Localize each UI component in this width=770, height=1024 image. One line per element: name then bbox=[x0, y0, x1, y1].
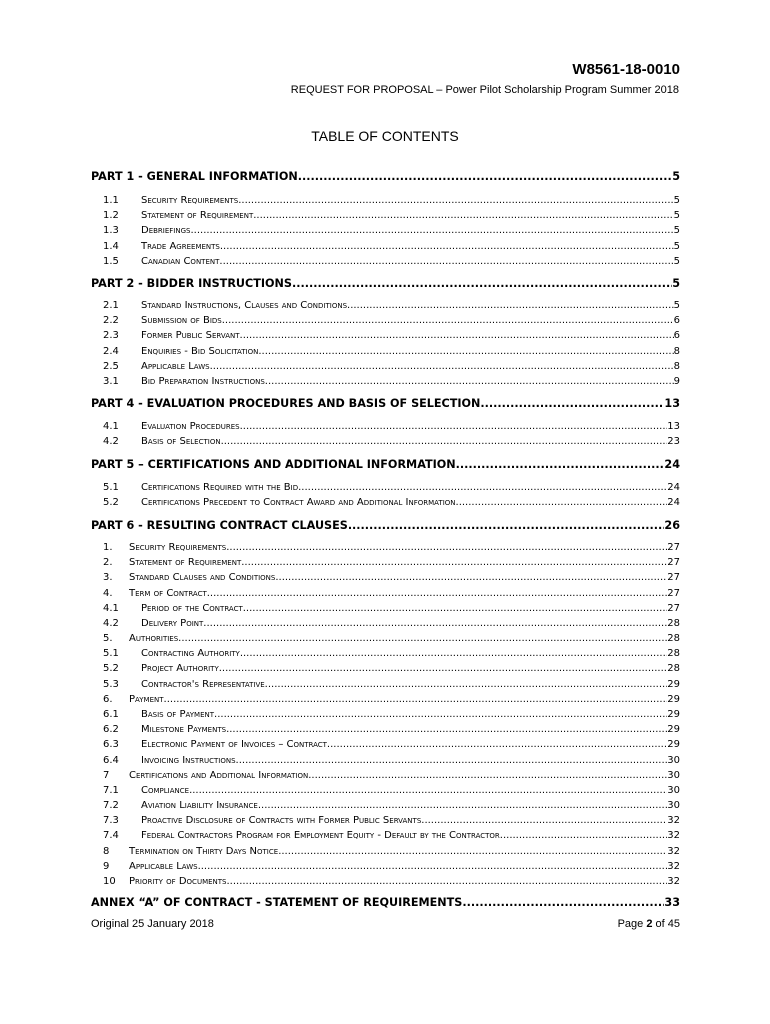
toc-entry[interactable] bbox=[103, 315, 680, 326]
toc-entry-title: Standard Instructions, Clauses and Conditions bbox=[141, 300, 348, 311]
toc-entry[interactable] bbox=[103, 800, 680, 811]
toc-entry-title: Basis of Selection bbox=[141, 436, 221, 448]
toc-entry-number: 7.2 bbox=[103, 800, 119, 812]
toc-entry-title: Submission of Bids bbox=[141, 315, 222, 327]
dot-leader bbox=[265, 679, 668, 690]
toc-entry-number: 4.1 bbox=[103, 602, 119, 614]
toc-part-heading[interactable] bbox=[91, 458, 680, 471]
toc-entry-title: Authorities bbox=[129, 633, 179, 645]
toc-page-number: 27 bbox=[667, 602, 680, 614]
toc-part-title: PART 4 - EVALUATION PROCEDURES AND BASIS OF SELECTION bbox=[91, 397, 481, 410]
toc-entry-number: 6.4 bbox=[103, 754, 119, 766]
toc-entry-title: Certifications and Additional Information bbox=[129, 769, 309, 781]
toc-entry-number: 1. bbox=[103, 542, 113, 553]
toc-entry[interactable] bbox=[103, 330, 680, 341]
dot-leader bbox=[214, 709, 667, 720]
toc-entry-title: Contracting Authority bbox=[141, 648, 240, 660]
toc-page-number: 5 bbox=[673, 225, 680, 237]
toc-page-number: 5 bbox=[673, 300, 680, 311]
toc-entry-number: 5.1 bbox=[103, 648, 119, 660]
dot-leader bbox=[258, 346, 673, 357]
toc-page-number: 27 bbox=[667, 572, 680, 584]
toc-entry[interactable] bbox=[103, 663, 680, 674]
toc-page-number: 32 bbox=[667, 860, 680, 872]
dot-leader bbox=[240, 648, 667, 659]
toc-entry-title: Term of Contract bbox=[129, 587, 207, 599]
toc-page-number: 33 bbox=[664, 896, 680, 909]
toc-title: TABLE OF CONTENTS bbox=[311, 128, 459, 144]
dot-leader bbox=[238, 195, 673, 206]
toc-part-title: PART 5 – CERTIFICATIONS AND ADDITIONAL INFORMATION bbox=[91, 458, 456, 471]
toc-entry-number: 2.2 bbox=[103, 315, 119, 327]
toc-entry[interactable] bbox=[103, 603, 680, 614]
dot-leader bbox=[275, 572, 667, 583]
dot-leader bbox=[241, 557, 667, 568]
toc-entry-title: Proactive Disclosure of Contracts with Former Public Servants bbox=[141, 815, 422, 827]
toc-entry[interactable] bbox=[103, 210, 680, 221]
toc-entry-number: 3.1 bbox=[103, 376, 119, 387]
dot-leader bbox=[236, 755, 668, 766]
dot-leader bbox=[219, 256, 673, 267]
toc-entry-title: Invoicing Instructions bbox=[141, 754, 236, 766]
toc-entry[interactable] bbox=[103, 588, 680, 599]
dot-leader bbox=[253, 210, 673, 221]
toc-entry-title: Contractor's Representative bbox=[141, 678, 265, 690]
footer-page-number bbox=[618, 918, 680, 930]
dot-leader bbox=[203, 618, 667, 629]
dot-leader bbox=[480, 397, 664, 410]
toc-entry-title: Enquiries - Bid Solicitation bbox=[141, 345, 259, 357]
toc-part-heading[interactable] bbox=[91, 277, 680, 290]
dot-leader bbox=[292, 277, 672, 290]
toc-entry-title: Termination on Thirty Days Notice bbox=[129, 845, 279, 857]
dot-leader bbox=[308, 770, 667, 781]
toc-entry-title: Electronic Payment of Invoices – Contract bbox=[141, 739, 327, 751]
dot-leader bbox=[348, 519, 665, 532]
toc-part-title: PART 1 - GENERAL INFORMATION bbox=[91, 170, 298, 183]
toc-entry-number: 4.1 bbox=[103, 421, 119, 432]
toc-entry[interactable] bbox=[103, 648, 680, 659]
toc-entry-title: Compliance bbox=[141, 784, 190, 796]
toc-entry-title: Aviation Liability Insurance bbox=[141, 800, 258, 812]
dot-leader bbox=[164, 694, 668, 705]
toc-entry-title: Payment bbox=[129, 693, 164, 705]
toc-entry[interactable] bbox=[103, 709, 680, 720]
toc-entry-number: 8 bbox=[103, 845, 110, 857]
dot-leader bbox=[240, 330, 674, 341]
page-current: 2 bbox=[646, 918, 653, 930]
toc-entry-title: Milestone Payments bbox=[141, 724, 227, 736]
dot-leader bbox=[265, 376, 674, 387]
toc-entry[interactable] bbox=[103, 497, 680, 508]
toc-entry-number: 1.5 bbox=[103, 255, 119, 267]
toc-entry[interactable] bbox=[103, 195, 680, 206]
toc-page-number: 23 bbox=[667, 436, 680, 448]
dot-leader bbox=[462, 896, 664, 909]
toc-page-number: 30 bbox=[667, 800, 680, 812]
toc-entry[interactable] bbox=[103, 421, 680, 432]
toc-entry-number: 2. bbox=[103, 557, 113, 569]
toc-entry[interactable] bbox=[103, 361, 680, 372]
toc-entry-number: 1.2 bbox=[103, 210, 119, 222]
toc-entry[interactable] bbox=[103, 557, 680, 568]
toc-page-number: 29 bbox=[667, 708, 680, 720]
toc-entry-number: 1.1 bbox=[103, 195, 119, 206]
dot-leader bbox=[189, 785, 667, 796]
toc-entry-number: 6. bbox=[103, 693, 113, 705]
toc-entry[interactable] bbox=[103, 482, 680, 493]
toc-entry-number: 7 bbox=[103, 769, 110, 781]
toc-page-number: 29 bbox=[667, 678, 680, 690]
dot-leader bbox=[178, 633, 667, 644]
toc-entry[interactable] bbox=[103, 815, 680, 826]
document-number: W8561-18-0010 bbox=[572, 61, 680, 78]
toc-entry-number: 1.4 bbox=[103, 240, 119, 252]
toc-entry-number: 7.3 bbox=[103, 815, 119, 827]
toc-page-number: 29 bbox=[667, 724, 680, 736]
toc-entry-number: 4.2 bbox=[103, 617, 119, 629]
toc-entry-title: Certifications Required with the Bid bbox=[141, 482, 299, 493]
toc-page-number: 28 bbox=[667, 648, 680, 660]
toc-part-title: PART 6 - RESULTING CONTRACT CLAUSES bbox=[91, 519, 348, 532]
toc-entry-title: Debriefings bbox=[141, 225, 191, 237]
toc-entry[interactable] bbox=[103, 694, 680, 705]
toc-page-number: 24 bbox=[667, 482, 680, 493]
toc-entry-title: Security Requirements bbox=[129, 542, 227, 553]
toc-part-title: PART 2 - BIDDER INSTRUCTIONS bbox=[91, 277, 292, 290]
dot-leader bbox=[421, 815, 667, 826]
toc-page-number: 6 bbox=[673, 330, 680, 342]
toc-entry-title: Canadian Content bbox=[141, 255, 220, 267]
toc-entry-number: 4.2 bbox=[103, 436, 119, 448]
dot-leader bbox=[226, 724, 667, 735]
dot-leader bbox=[347, 300, 674, 311]
toc-entry-number: 2.1 bbox=[103, 300, 119, 311]
toc-entry-title: Statement of Requirement bbox=[141, 210, 254, 222]
toc-entry[interactable] bbox=[103, 346, 680, 357]
toc-page-number: 29 bbox=[667, 693, 680, 705]
toc-entry-number: 5.2 bbox=[103, 663, 119, 675]
toc-page-number: 5 bbox=[673, 240, 680, 252]
document-subtitle: REQUEST FOR PROPOSAL – Power Pilot Scholarship Program Summer 2018 bbox=[290, 84, 679, 96]
toc-part-heading[interactable] bbox=[91, 896, 680, 909]
toc-entry[interactable] bbox=[103, 830, 680, 841]
toc-entry-title: Evaluation Procedures bbox=[141, 421, 240, 432]
toc-entry-title: Trade Agreements bbox=[141, 240, 220, 252]
dot-leader bbox=[210, 361, 674, 372]
toc-page-number: 30 bbox=[667, 754, 680, 766]
dot-leader bbox=[190, 225, 673, 236]
toc-page-number: 32 bbox=[667, 830, 680, 842]
toc-entry[interactable] bbox=[103, 241, 680, 252]
footer-date: Original 25 January 2018 bbox=[91, 918, 214, 930]
toc-entry-number: 5.1 bbox=[103, 482, 119, 493]
toc-entry[interactable] bbox=[103, 633, 680, 644]
toc-entry[interactable] bbox=[103, 618, 680, 629]
toc-page-number: 13 bbox=[667, 421, 680, 432]
toc-page-number: 24 bbox=[667, 497, 680, 509]
toc-entry[interactable] bbox=[103, 739, 680, 750]
dot-leader bbox=[243, 603, 668, 614]
toc-entry-number: 6.3 bbox=[103, 739, 119, 751]
toc-entry-title: Delivery Point bbox=[141, 617, 204, 629]
toc-entry[interactable] bbox=[103, 225, 680, 236]
toc-page-number: 28 bbox=[667, 633, 680, 645]
toc-entry-title: Applicable Laws bbox=[129, 860, 198, 872]
toc-entry-title: Bid Preparation Instructions bbox=[141, 376, 265, 387]
toc-entry-number: 9 bbox=[103, 860, 110, 872]
toc-part-heading[interactable] bbox=[91, 519, 680, 532]
toc-entry-number: 5. bbox=[103, 633, 113, 645]
toc-entry[interactable] bbox=[103, 572, 680, 583]
toc-entry-number: 2.3 bbox=[103, 330, 119, 342]
dot-leader bbox=[207, 588, 668, 599]
toc-page-number: 8 bbox=[673, 360, 680, 372]
dot-leader bbox=[221, 436, 668, 447]
dot-leader bbox=[456, 458, 665, 471]
dot-leader bbox=[219, 663, 668, 674]
toc-part-heading[interactable] bbox=[91, 170, 680, 183]
toc-page-number: 30 bbox=[667, 784, 680, 796]
toc-page-number: 5 bbox=[673, 255, 680, 267]
toc-entry-title: Priority of Documents bbox=[129, 875, 227, 887]
toc-page-number: 32 bbox=[667, 845, 680, 857]
toc-part-title: ANNEX “A” OF CONTRACT - STATEMENT OF REQUIREMENTS bbox=[91, 896, 463, 909]
toc-entry-number: 3. bbox=[103, 572, 113, 584]
dot-leader bbox=[220, 241, 674, 252]
toc-entry-number: 2.5 bbox=[103, 360, 119, 372]
toc-entry-title: Former Public Servant bbox=[141, 330, 240, 342]
toc-entry-title: Security Requirements bbox=[141, 195, 239, 206]
toc-entry[interactable] bbox=[103, 861, 680, 872]
toc-entry-title: Project Authority bbox=[141, 663, 219, 675]
toc-page-number: 28 bbox=[667, 617, 680, 629]
toc-entry-number: 10 bbox=[103, 875, 116, 887]
toc-entry[interactable] bbox=[103, 876, 680, 887]
dot-leader bbox=[298, 170, 673, 183]
dot-leader bbox=[298, 482, 667, 493]
toc-page-number: 5 bbox=[673, 210, 680, 222]
toc-entry-number: 7.4 bbox=[103, 830, 119, 842]
toc-entry-number: 6.1 bbox=[103, 708, 119, 720]
toc-entry-number: 7.1 bbox=[103, 784, 119, 796]
dot-leader bbox=[500, 830, 667, 841]
toc-entry-title: Applicable Laws bbox=[141, 360, 210, 372]
toc-entry[interactable] bbox=[103, 785, 680, 796]
toc-page-number: 5 bbox=[672, 170, 680, 183]
dot-leader bbox=[278, 846, 667, 857]
dot-leader bbox=[198, 861, 668, 872]
dot-leader bbox=[226, 542, 667, 553]
toc-page-number: 5 bbox=[673, 195, 680, 206]
toc-page-number: 27 bbox=[667, 557, 680, 569]
toc-entry[interactable] bbox=[103, 846, 680, 857]
page-suffix: of 45 bbox=[652, 918, 680, 930]
toc-entry-number: 5.2 bbox=[103, 497, 119, 509]
toc-page-number: 30 bbox=[667, 769, 680, 781]
toc-page-number: 32 bbox=[667, 875, 680, 887]
toc-entry[interactable] bbox=[103, 376, 680, 387]
toc-entry[interactable] bbox=[103, 755, 680, 766]
toc-entry-title: Statement of Requirement bbox=[129, 557, 242, 569]
toc-page-number: 27 bbox=[667, 587, 680, 599]
toc-entry[interactable] bbox=[103, 300, 680, 311]
page-prefix: Page bbox=[617, 918, 647, 930]
toc-entry[interactable] bbox=[103, 679, 680, 690]
toc-page-number: 32 bbox=[667, 815, 680, 827]
dot-leader bbox=[258, 800, 667, 811]
toc-page-number: 27 bbox=[667, 542, 680, 553]
toc-page-number: 29 bbox=[667, 739, 680, 751]
dot-leader bbox=[456, 497, 668, 508]
toc-entry[interactable] bbox=[103, 770, 680, 781]
toc-page-number: 26 bbox=[664, 519, 680, 532]
toc-entry-number: 4. bbox=[103, 587, 113, 599]
toc-page-number: 13 bbox=[664, 397, 680, 410]
toc-entry[interactable] bbox=[103, 724, 680, 735]
toc-entry-title: Standard Clauses and Conditions bbox=[129, 572, 276, 584]
dot-leader bbox=[226, 876, 667, 887]
toc-entry-number: 5.3 bbox=[103, 678, 119, 690]
toc-page-number: 5 bbox=[672, 277, 680, 290]
toc-entry-title: Federal Contractors Program for Employment Equity - Default by the Contractor bbox=[141, 830, 500, 842]
toc-entry-number: 6.2 bbox=[103, 724, 119, 736]
toc-entry-title: Certifications Precedent to Contract Award and Additional Information bbox=[141, 497, 456, 509]
toc-entry[interactable] bbox=[103, 256, 680, 267]
dot-leader bbox=[327, 739, 667, 750]
toc-entry[interactable] bbox=[103, 542, 680, 553]
toc-page-number: 9 bbox=[673, 376, 680, 387]
toc-entry-number: 1.3 bbox=[103, 225, 119, 237]
toc-entry-title: Basis of Payment bbox=[141, 708, 215, 720]
toc-entry[interactable] bbox=[103, 436, 680, 447]
toc-entry-title: Period of the Contract bbox=[141, 602, 243, 614]
toc-entry-number: 2.4 bbox=[103, 345, 119, 357]
dot-leader bbox=[222, 315, 674, 326]
dot-leader bbox=[240, 421, 668, 432]
toc-page-number: 6 bbox=[673, 315, 680, 327]
toc-page-number: 28 bbox=[667, 663, 680, 675]
toc-part-heading[interactable] bbox=[91, 397, 680, 410]
toc-page-number: 24 bbox=[664, 458, 680, 471]
toc-page-number: 8 bbox=[673, 345, 680, 357]
